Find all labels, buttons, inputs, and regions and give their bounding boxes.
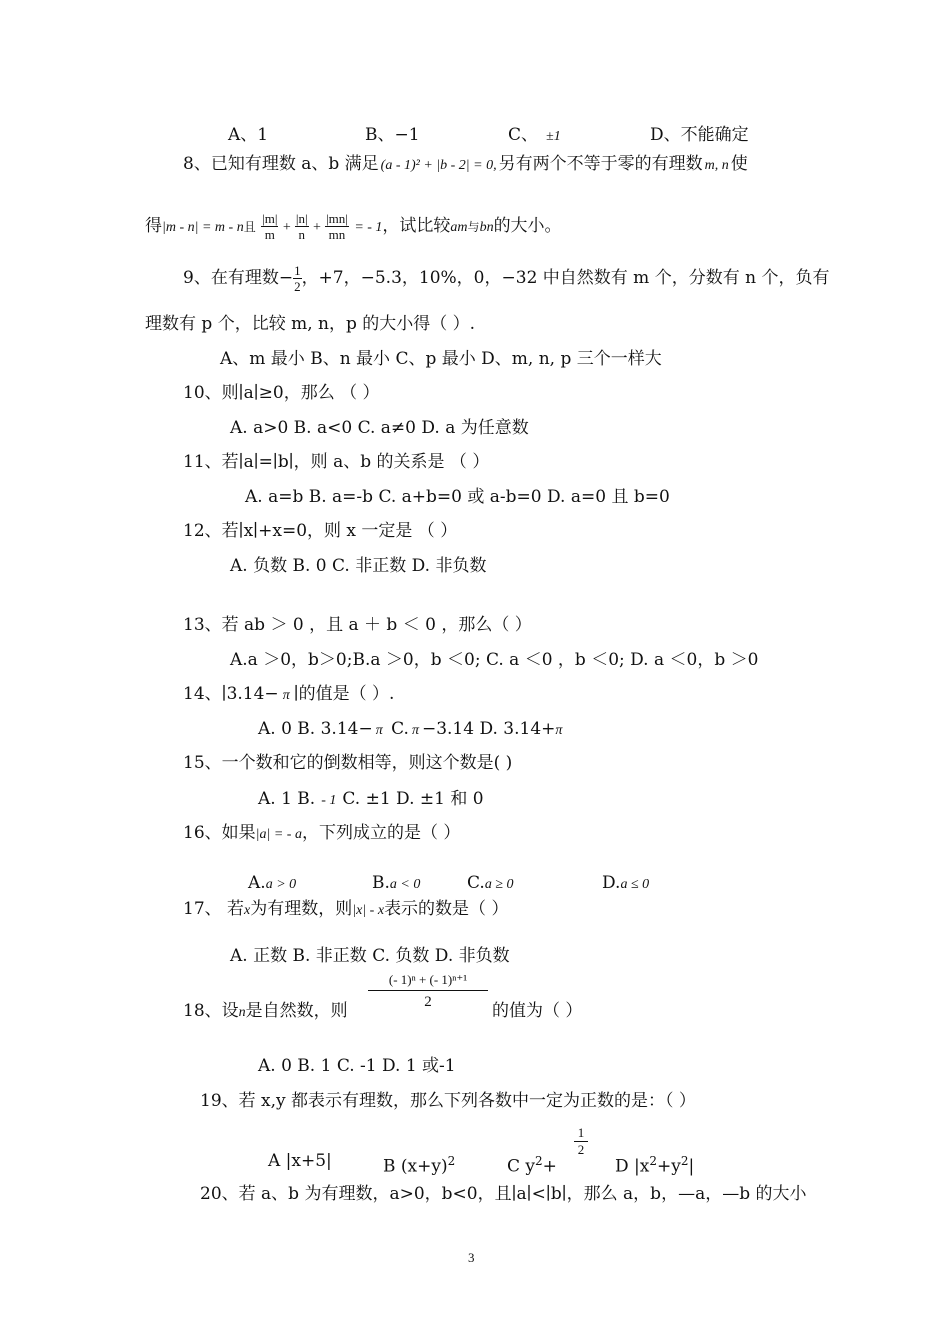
q16-option-b: B.a < 0 bbox=[372, 873, 421, 893]
q19-stem: 19、若 x,y 都表示有理数，那么下列各数中一定为正数的是：（ ） bbox=[200, 1091, 696, 1111]
q19-option-c: C $y^2+$ bbox=[507, 1154, 557, 1177]
q17-options: A. 正数 B. 非正数 C. 负数 D. 非负数 bbox=[230, 946, 510, 966]
q16-option-c: C.a ≥ 0 bbox=[467, 873, 514, 893]
q15-stem: 15、一个数和它的倒数相等，则这个数是( ) bbox=[183, 753, 513, 773]
page-number: 3 bbox=[468, 1250, 475, 1265]
q16-option-d: D.a ≤ 0 bbox=[602, 873, 650, 893]
q20-stem: 20、若 a、b 为有理数，a>0，b<0，且∣a∣<∣b∣，那么 a，b，—a，—b 的大小 bbox=[200, 1184, 807, 1204]
q8-line1: 8、已知有理数 a、b 满足 (a - 1)² + |b - 2| = 0, 另有两个不等于零的有理数 m, n 使 bbox=[183, 154, 748, 174]
q8-line2: 得|m - n| = m - n且 $\frac{|m|}{m}$ + $\frac{|n|}{n}$ + $\frac{|mn|}{mn}$ = - 1，试比较am与bn的大小。 bbox=[145, 211, 562, 242]
q7-option-c: C、 ±1 bbox=[508, 125, 561, 145]
q7-option-b: B、−1 bbox=[365, 125, 420, 145]
q19-option-a: A |x+5| bbox=[268, 1151, 332, 1171]
q18-options: A. 0 B. 1 C. -1 D. 1 或-1 bbox=[258, 1056, 456, 1076]
q15-options: A. 1 B. - 1 C. ±1 D. ±1 和 0 bbox=[258, 789, 484, 809]
q19-half-fraction: 1 2 bbox=[574, 1125, 588, 1158]
q17-stem: 17、 若x为有理数，则|x| - x表示的数是（ ） bbox=[183, 899, 509, 919]
q18-stem-a: 18、设n是自然数，则 bbox=[183, 1001, 348, 1021]
q19-option-b: B $(x+y)^2$ bbox=[383, 1154, 456, 1177]
q10-options: A. a>0 B. a<0 C. a≠0 D. a 为任意数 bbox=[230, 418, 529, 438]
q10-stem: 10、则∣a∣≥0，那么 （ ） bbox=[183, 383, 380, 403]
q12-options: A. 负数 B. 0 C. 非正数 D. 非负数 bbox=[230, 556, 487, 576]
q19-option-d: D $|x^2+y^2|$ bbox=[615, 1154, 695, 1177]
q12-stem: 12、若∣x∣+x=0，则 x 一定是 （ ） bbox=[183, 521, 458, 541]
q16-stem: 16、如果|a| = - a，下列成立的是（ ） bbox=[183, 823, 461, 843]
q14-options: A. 0 B. 3.14− π C. π −3.14 D. 3.14+π bbox=[258, 719, 563, 739]
q13-options: A.a ＞0，b＞0;B.a ＞0，b ＜0; C. a ＜0 ，b ＜0; D. a ＜0，b ＞0 bbox=[230, 650, 759, 670]
q18-fraction: (- 1)ⁿ + (- 1)ⁿ⁺¹ 2 bbox=[368, 970, 488, 1013]
q7-option-a: A、1 bbox=[228, 125, 269, 145]
q13-stem: 13、若 ab ＞ 0 ，且 a ＋ b ＜ 0 ，那么（ ） bbox=[183, 615, 532, 635]
q9-options: A、m 最小 B、n 最小 C、p 最小 D、m, n, p 三个一样大 bbox=[220, 349, 662, 369]
q16-option-a: A.a > 0 bbox=[248, 873, 297, 893]
q14-stem: 14、∣3.14− π ∣的值是（ ）. bbox=[183, 684, 395, 704]
q7-option-d: D、不能确定 bbox=[650, 125, 749, 145]
q18-stem-c: 的值为（ ） bbox=[492, 1001, 583, 1021]
q11-options: A. a=b B. a=-b C. a+b=0 或 a-b=0 D. a=0 且 b=0 bbox=[245, 487, 670, 507]
q9-line1: 9、在有理数− $\frac{1}{2}$ ，+7，−5.3，10%，0，−32 中自然数有 m 个，分数有 n 个，负有 bbox=[183, 263, 830, 294]
q9-line2: 理数有 p 个，比较 m, n，p 的大小得（ ）. bbox=[145, 314, 476, 334]
q11-stem: 11、若∣a∣=∣b∣，则 a、b 的关系是 （ ） bbox=[183, 452, 490, 472]
